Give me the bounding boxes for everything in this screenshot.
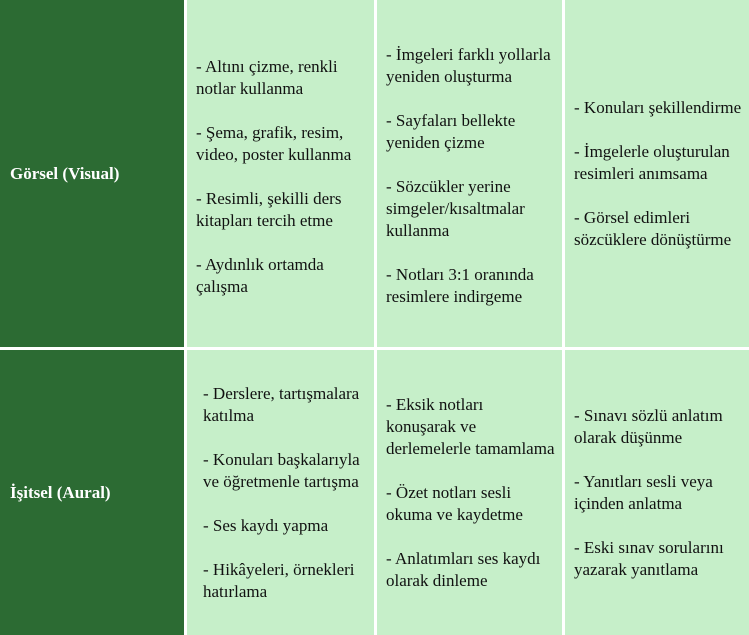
visual-cell-2 xyxy=(377,0,562,347)
list-item: - Sayfaları bellekte yeniden çizme xyxy=(386,110,516,152)
list-item: - İmgeleri farklı yollarla yeniden oluşturma xyxy=(386,44,551,86)
aural-cell-2 xyxy=(377,350,562,635)
list-item: - Konuları başkalarıyla ve öğretmenle tartışma xyxy=(203,449,360,491)
list-item: - Ses kaydı yapma xyxy=(203,515,329,535)
list-item: - Resimli, şekilli ders kitapları tercih etme xyxy=(196,188,342,230)
list-item: - Sözcükler yerine simgeler/kısaltmalar kullanma xyxy=(386,176,525,240)
list-item: - Hikâyeleri, örnekleri hatırlama xyxy=(203,559,355,601)
list-item: - Derslere, tartışmalara katılma xyxy=(203,383,360,425)
item-list xyxy=(196,383,368,603)
item-list xyxy=(574,405,743,581)
item-list xyxy=(574,97,743,251)
list-item: - Altını çizme, renkli notlar kullanma xyxy=(196,56,338,98)
list-item: - Eski sınav sorularını yazarak yanıtlama xyxy=(574,537,724,579)
list-item: - Şema, grafik, resim, video, poster kullanma xyxy=(196,122,352,164)
list-item: - Aydınlık ortamda çalışma xyxy=(196,254,324,296)
list-item: - Notları 3:1 oranında resimlere indirgeme xyxy=(386,264,534,306)
row-label-aural xyxy=(0,350,184,635)
list-item: - Yanıtları sesli veya içinden anlatma xyxy=(574,471,713,513)
row-label-text: Görsel (Visual) xyxy=(10,163,120,183)
item-list xyxy=(196,56,368,298)
list-item: - Görsel edimleri sözcüklere dönüştürme xyxy=(574,207,732,249)
list-item: - Özet notları sesli okuma ve kaydetme xyxy=(386,482,523,524)
row-label-visual xyxy=(0,0,184,347)
item-list xyxy=(386,44,556,308)
list-item: - Eksik notları konuşarak ve derlemelerle tamamlama xyxy=(386,394,555,458)
row-label-text: İşitsel (Aural) xyxy=(10,482,111,502)
visual-cell-3 xyxy=(565,0,749,347)
list-item: - İmgelerle oluşturulan resimleri anımsama xyxy=(574,141,730,183)
item-list xyxy=(386,394,556,592)
list-item: - Anlatımları ses kaydı olarak dinleme xyxy=(386,548,541,590)
aural-cell-1 xyxy=(187,350,374,635)
aural-cell-3 xyxy=(565,350,749,635)
list-item: - Konuları şekillendirme xyxy=(574,97,742,117)
list-item: - Sınavı sözlü anlatım olarak düşünme xyxy=(574,405,723,447)
visual-cell-1 xyxy=(187,0,374,347)
